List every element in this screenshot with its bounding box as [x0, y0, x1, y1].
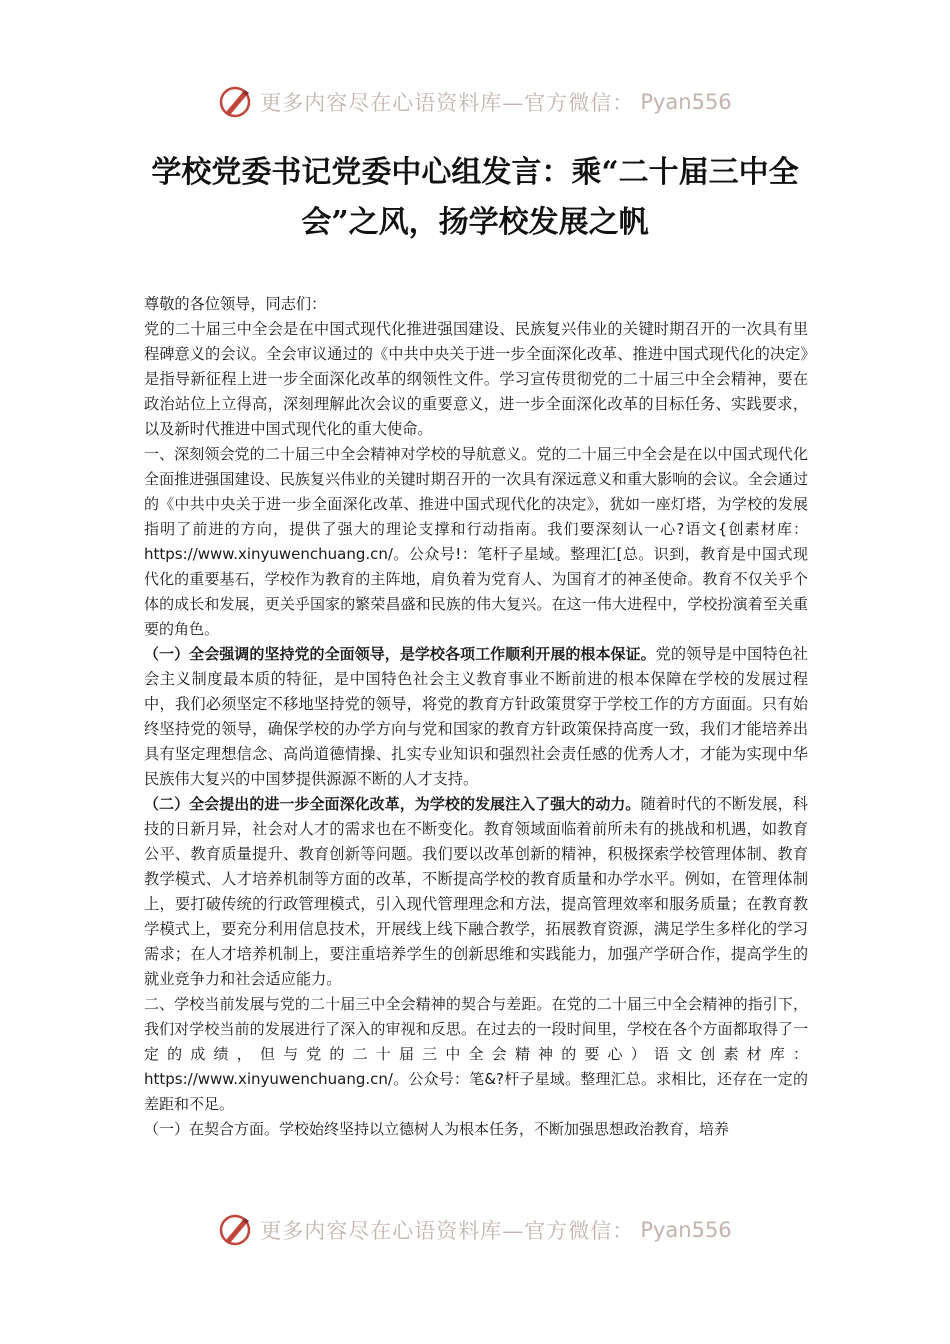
- watermark-banner-bottom: [0, 1210, 950, 1250]
- pen-logo-icon: [218, 1212, 254, 1248]
- point-1-lead: （一）全会强调的坚持党的全面领导，是学校各项工作顺利开展的根本保证。: [144, 645, 656, 663]
- point-1-paragraph: [144, 642, 808, 792]
- watermark-wechat-id: Pyan556: [640, 1218, 732, 1242]
- document-title: 学校党委书记党委中心组发言：乘“二十届三中全会”之风，扬学校发展之帆: [151, 155, 799, 240]
- section-1-paragraph: 一、深刻领会党的二十届三中全会精神对学校的导航意义。党的二十届三中全会是在以中国式现代化全面推进强国建设、民族复兴伟业的关键时期召开的一次具有深远意义和重大影响的会议。全会通过的《中共中央关于进一步全面深化改革、推进中国式现代化的决定》，犹如一座灯塔，为学校的发展指明了前进的方向，提供了强大的理论支撑和行动指南。我们要深刻认一心?语文{创素材库：https://www.xinyuwenchuang.cn/。公众号!：笔杆子星域。整理汇[总。识到，教育是中国式现代化的重要基石，学校作为教育的主阵地，肩负着为党育人、为国育才的神圣使命。教育不仅关乎个体的成长和发展，更关乎国家的繁荣昌盛和民族的伟大复兴。在这一伟大进程中，学校扮演着至关重要的角色。: [144, 445, 808, 638]
- point-2-paragraph: [144, 792, 808, 992]
- section-2-paragraph: 二、学校当前发展与党的二十届三中全会精神的契合与差距。在党的二十届三中全会精神的指引下，我们对学校当前的发展进行了深入的审视和反思。在过去的一段时间里，学校在各个方面都取得了一定的成绩，但与党的二十届三中全会精神的要心）语文创素材库：https://www.xinyuwenchuang.cn/。公众号：笔&?杆子星域。整理汇总。求相比，还存在一定的差距和不足。: [144, 995, 808, 1113]
- intro-paragraph: 党的二十届三中全会是在中国式现代化推进强国建设、民族复兴伟业的关键时期召开的一次具有里程碑意义的会议。全会审议通过的《中共中央关于进一步全面深化改革、推进中国式现代化的决定》是指导新征程上进一步全面深化改革的纲领性文件。学习宣传贯彻党的二十届三中全会精神，要在政治站位上立得高，深刻理解此次会议的重要意义，进一步全面深化改革的目标任务、实践要求，以及新时代推进中国式现代化的重大使命。: [144, 320, 808, 438]
- pen-logo-icon: [218, 84, 254, 120]
- point-1-body: 党的领导是中国特色社会主义制度最本质的特征，是中国特色社会主义教育事业不断前进的根本保障在学校的发展过程中，我们必须坚定不移地坚持党的领导，将党的教育方针政策贯穿于学校工作的方方面面。只有始终坚持党的领导，确保学校的办学方向与党和国家的教育方针政策保持高度一致，我们才能培养出具有坚定理想信念、高尚道德情操、扎实专业知识和强烈社会责任感的优秀人才，才能为实现中华民族伟大复兴的中国梦提供源源不断的人才支持。: [144, 645, 808, 788]
- watermark-wechat-id: Pyan556: [640, 90, 732, 114]
- watermark-text: 更多内容尽在心语资料库—官方微信：: [260, 1219, 635, 1243]
- salutation: 尊敬的各位领导，同志们：: [144, 295, 327, 313]
- watermark-text: 更多内容尽在心语资料库—官方微信：: [260, 91, 635, 115]
- point-2-body: 随着时代的不断发展，科技的日新月异，社会对人才的需求也在不断变化。教育领域面临着前所未有的挑战和机遇，如教育公平、教育质量提升、教育创新等问题。我们要以改革创新的精神，积极探索学校管理体制、教育教学模式、人才培养机制等方面的改革，不断提高学校的教育质量和办学水平。例如，在管理体制上，要打破传统的行政管理模式，引入现代管理理念和方法，提高管理效率和服务质量；在教育教学模式上，要充分利用信息技术，开展线上线下融合教学，拓展教育资源，满足学生多样化的学习需求；在人才培养机制上，要注重培养学生的创新思维和实践能力，加强产学研合作，提高学生的就业竞争力和社会适应能力。: [144, 795, 808, 988]
- point-3-paragraph: （一）在契合方面。学校始终坚持以立德树人为根本任务，不断加强思想政治教育，培养: [144, 1120, 730, 1138]
- point-2-lead: （二）全会提出的进一步全面深化改革，为学校的发展注入了强大的动力。: [144, 795, 641, 813]
- watermark-banner-top: [0, 82, 950, 122]
- document-body: [144, 292, 808, 1142]
